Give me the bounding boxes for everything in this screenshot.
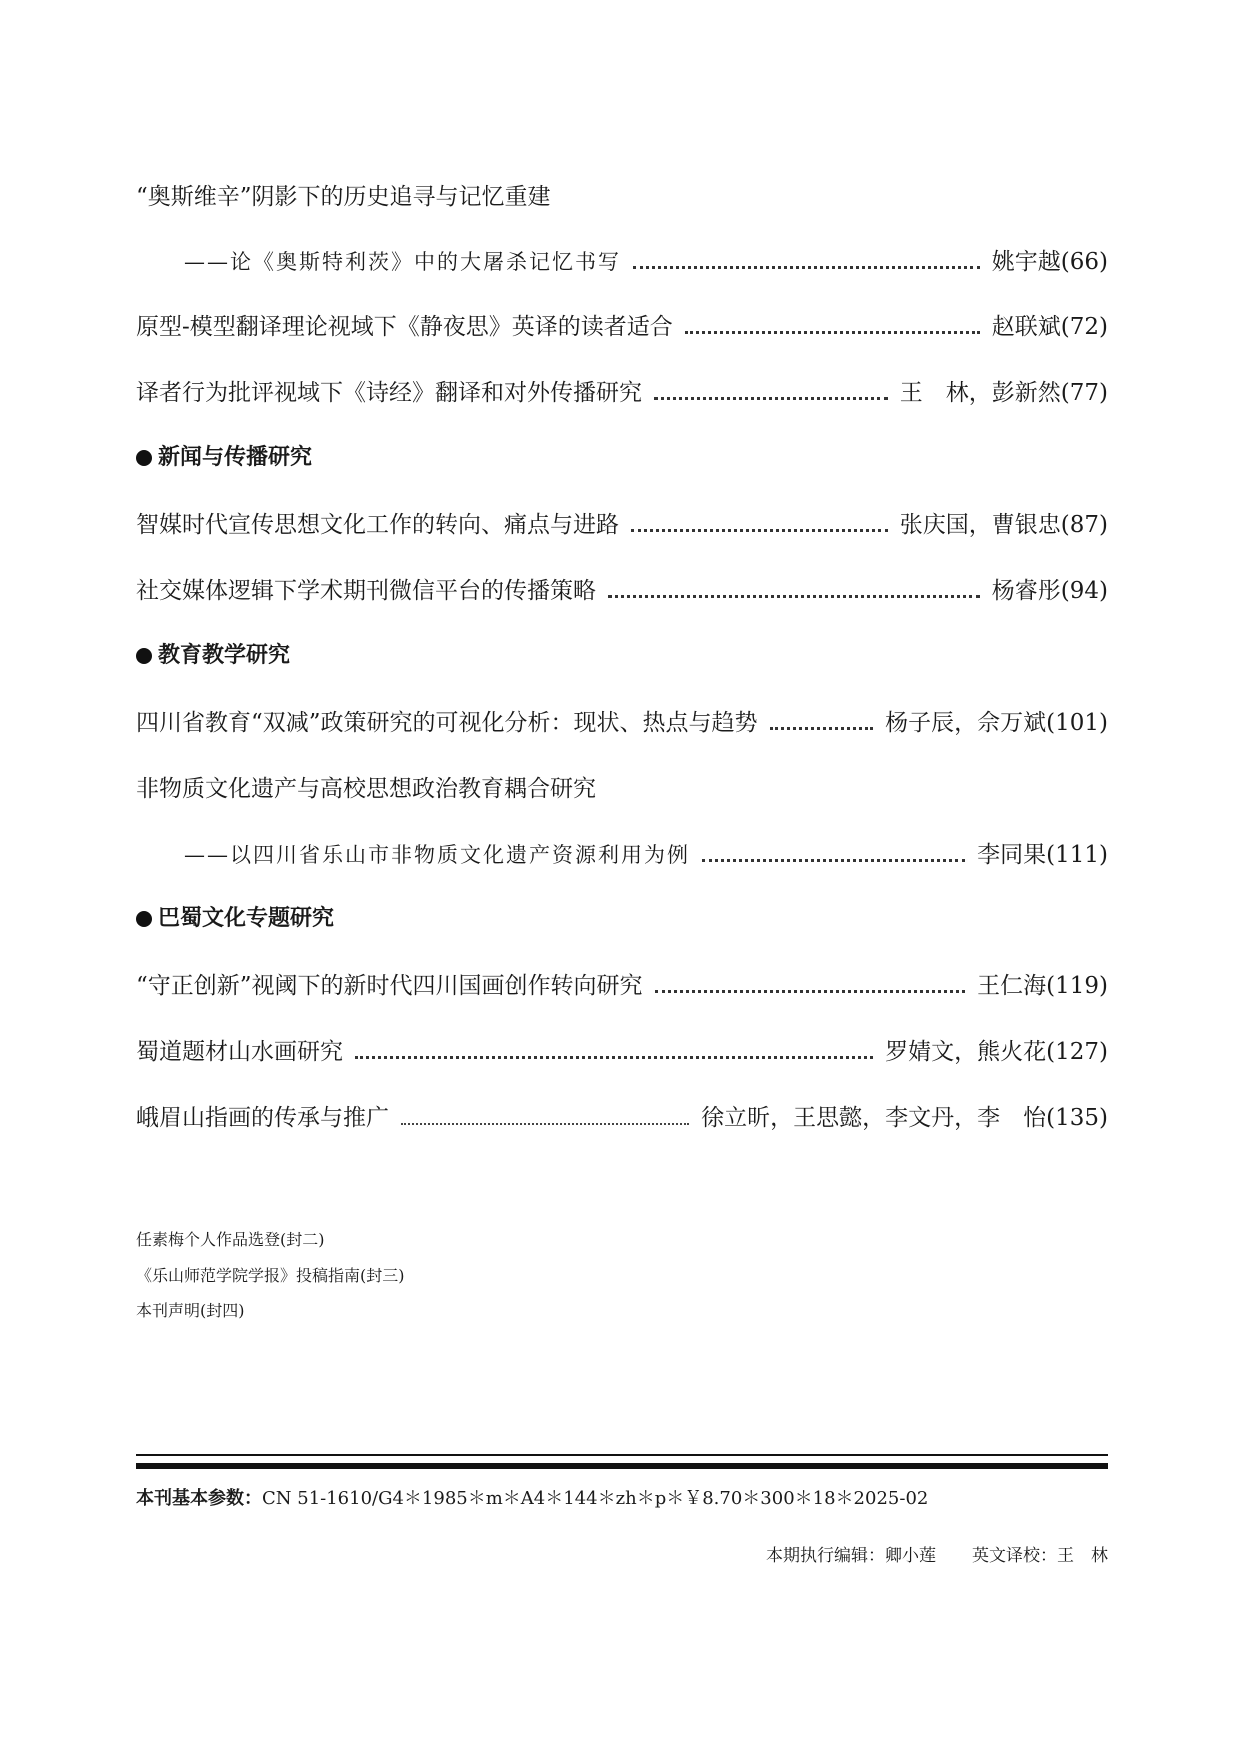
toc-entry-page: (119) <box>1046 973 1108 999</box>
leader-dots <box>608 595 980 598</box>
footer-rule-thin <box>136 1454 1108 1456</box>
toc-entry-page: (94) <box>1060 578 1108 604</box>
toc-entry[interactable] <box>136 704 1108 738</box>
toc-entry-title: 非物质文化遗产与高校思想政治教育耦合研究 <box>136 776 596 802</box>
toc-entry[interactable] <box>136 1099 1108 1133</box>
toc-entry-title: 原型-模型翻译理论视域下《静夜思》英译的读者适合 <box>136 314 673 340</box>
toc-entry-page: (72) <box>1060 314 1108 340</box>
toc-entry-author: 姚宇越 <box>991 249 1061 275</box>
section-heading <box>136 639 290 673</box>
bullet-icon <box>136 648 152 664</box>
toc-entry-title: 社交媒体逻辑下学术期刊微信平台的传播策略 <box>136 578 596 604</box>
section-heading <box>136 441 312 475</box>
toc-subentry-title: ——以四川省乐山市非物质文化遗产资源利用为例 <box>184 843 690 867</box>
section-heading-label: 教育教学研究 <box>158 643 291 668</box>
toc-entry[interactable] <box>136 967 1108 1001</box>
toc-entry-page: (66) <box>1060 249 1108 275</box>
leader-dots <box>401 1123 689 1125</box>
toc-entry-title: 四川省教育“双减”政策研究的可视化分析：现状、热点与趋势 <box>136 710 758 736</box>
bullet-icon <box>136 450 152 466</box>
toc-entry-title: 智媒时代宣传思想文化工作的转向、痛点与进路 <box>136 512 619 538</box>
toc-entry-page: (127) <box>1046 1039 1108 1065</box>
leader-dots <box>702 859 965 862</box>
leader-dots <box>631 529 888 532</box>
section-heading-label: 新闻与传播研究 <box>158 445 313 470</box>
toc-subentry[interactable] <box>184 836 1108 870</box>
bullet-icon <box>136 911 152 927</box>
toc-entry-page: (135) <box>1046 1105 1108 1131</box>
toc-entry-author: 徐立昕，王思懿，李文丹，李 怡 <box>701 1105 1047 1131</box>
toc-entry-author: 王仁海 <box>977 973 1047 999</box>
cover-note: 任素梅个人作品选登(封二) <box>136 1230 325 1249</box>
cover-note: 本刊声明(封四) <box>136 1301 245 1320</box>
toc-entry[interactable] <box>136 572 1108 606</box>
english-translator: 英文译校：王 林 <box>972 1546 1108 1566</box>
toc-subentry[interactable] <box>184 243 1108 277</box>
leader-dots <box>654 397 888 400</box>
toc-entry[interactable] <box>136 770 1108 804</box>
toc-entry-title: “奥斯维辛”阴影下的历史追寻与记忆重建 <box>136 184 551 210</box>
toc-entry-title: 蜀道题材山水画研究 <box>136 1039 343 1065</box>
toc-entry-page: (77) <box>1060 380 1108 406</box>
toc-entry-title: “守正创新”视阈下的新时代四川国画创作转向研究 <box>136 973 643 999</box>
toc-entry-author: 杨子辰，佘万斌 <box>885 710 1047 736</box>
footer-rule-thick <box>136 1463 1108 1469</box>
journal-parameters-value: CN 51-1610/G4＊1985＊m＊A4＊144＊zh＊p＊￥8.70＊300＊18＊2025-02 <box>262 1488 929 1509</box>
leader-dots <box>355 1056 873 1059</box>
toc-entry-title: 峨眉山指画的传承与推广 <box>136 1105 389 1131</box>
toc-entry-author: 李同果 <box>977 842 1047 868</box>
cover-note: 《乐山师范学院学报》投稿指南(封三) <box>136 1266 405 1285</box>
toc-entry-page: (111) <box>1046 842 1108 868</box>
section-heading <box>136 902 334 936</box>
toc-entry-page: (87) <box>1060 512 1108 538</box>
toc-entry-author: 杨睿彤 <box>991 578 1061 604</box>
editors-line <box>766 1543 1108 1569</box>
toc-entry-page: (101) <box>1046 710 1108 736</box>
toc-entry[interactable] <box>136 178 1108 212</box>
toc-entry-author: 王 林，彭新然 <box>899 380 1061 406</box>
toc-subentry-title: ——论《奥斯特利茨》中的大屠杀记忆书写 <box>184 250 621 274</box>
toc-entry-author: 张庆国，曹银忠 <box>899 512 1061 538</box>
toc-entry[interactable] <box>136 374 1108 408</box>
leader-dots <box>655 990 966 993</box>
journal-parameters-label: 本刊基本参数： <box>136 1488 262 1509</box>
leader-dots <box>770 727 874 730</box>
toc-entry-author: 赵联斌 <box>991 314 1061 340</box>
section-heading-label: 巴蜀文化专题研究 <box>158 906 335 931</box>
leader-dots <box>685 331 980 334</box>
journal-parameters <box>136 1486 928 1512</box>
toc-entry-author: 罗婧文，熊火花 <box>885 1039 1047 1065</box>
toc-entry-title: 译者行为批评视域下《诗经》翻译和对外传播研究 <box>136 380 642 406</box>
toc-entry[interactable] <box>136 308 1108 342</box>
toc-entry[interactable] <box>136 506 1108 540</box>
leader-dots <box>633 266 980 269</box>
toc-entry[interactable] <box>136 1033 1108 1067</box>
executive-editor: 本期执行编辑：卿小莲 <box>766 1546 936 1566</box>
